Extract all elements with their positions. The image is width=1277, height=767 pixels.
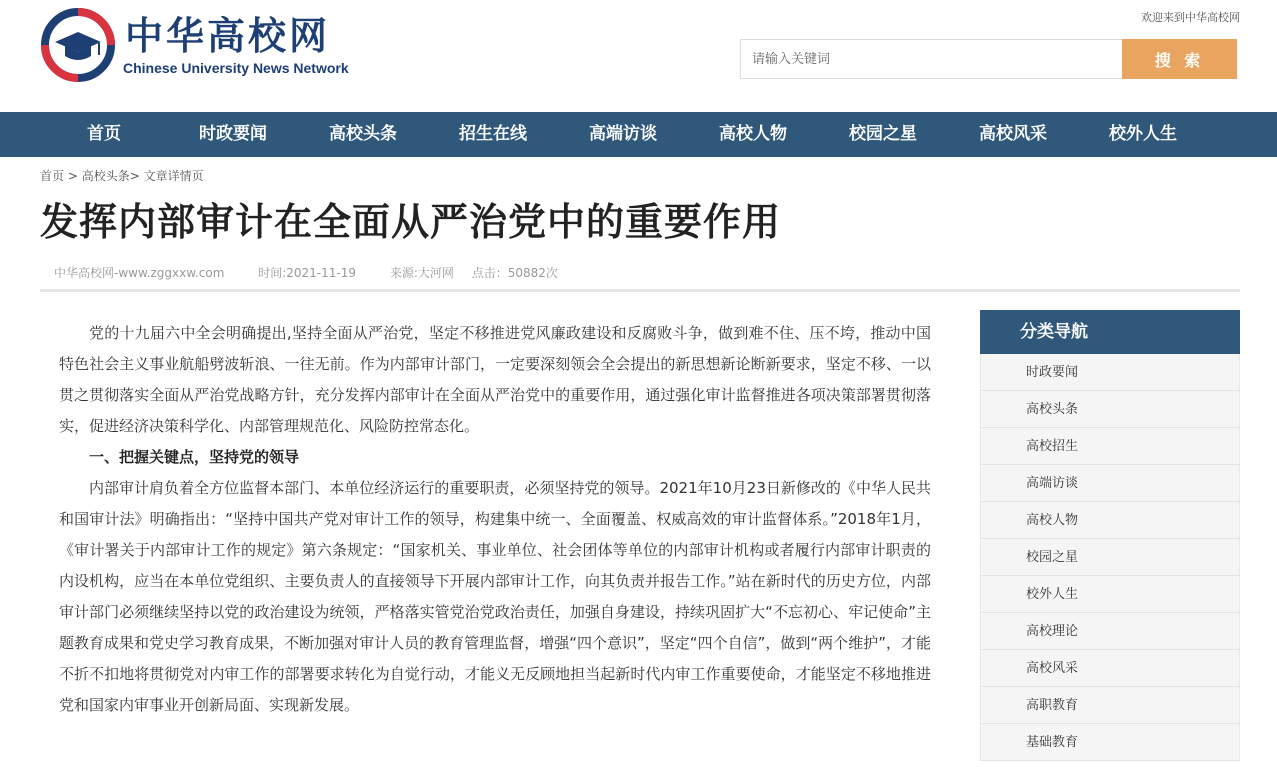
nav-item-life-outside[interactable]: 校外人生 (1109, 124, 1177, 144)
article-clicks: 点击：50882次 (471, 266, 558, 280)
breadcrumb-current: 文章详情页 (143, 169, 204, 183)
nav-item-politics[interactable]: 时政要闻 (199, 124, 267, 144)
nav-item-interviews[interactable]: 高端访谈 (589, 124, 657, 144)
breadcrumb (40, 167, 204, 184)
site-header (0, 0, 1277, 112)
article-paragraph: 党的十九届六中全会明确提出,坚持全面从严治党，坚定不移推进党风廉政建设和反腐败斗争，做到难不住、压不垮，推动中国特色社会主义事业航船劈波斩浪、一往无前。作为内部审计部门，一定要深刻领会全会提出的新思想新论断新要求，坚定不移、一以贯之贯彻落实全面从严治党战略方针，充分发挥内部审计在全面从严治党中的重要作用，通过强化审计监督推进各项决策部署贯彻落实，促进经济决策科学化、内部管理规范化、风险防控常态化。 (59, 324, 931, 435)
main-nav (0, 112, 1277, 157)
breadcrumb-home[interactable]: 首页 (40, 169, 65, 183)
article-section-heading: 一、把握关键点，坚持党的领导 (89, 448, 300, 466)
logo-chinese-name: 中华高校网 (125, 14, 331, 58)
logo-english-name: Chinese University News Network (123, 60, 349, 76)
welcome-text: 欢迎来到中华高校网 (1141, 11, 1240, 24)
nav-item-people[interactable]: 高校人物 (719, 124, 787, 144)
sidebar-item-interviews[interactable]: 高端访谈 (981, 465, 1239, 502)
title-divider (40, 289, 1240, 292)
article-site: 中华高校网-www.zggxxw.com (54, 266, 225, 280)
nav-item-admissions[interactable]: 招生在线 (459, 124, 527, 144)
sidebar-item-people[interactable]: 高校人物 (981, 502, 1239, 539)
article-meta (54, 264, 588, 281)
nav-item-home[interactable]: 首页 (87, 124, 121, 144)
sidebar-item-campus-stars[interactable]: 校园之星 (981, 539, 1239, 576)
search-input[interactable] (740, 39, 1122, 79)
article-paragraph: 内部审计肩负着全方位监督本部门、本单位经济运行的重要职责，必须坚持党的领导。2021年10月23日新修改的《中华人民共和国审计法》明确指出：“坚持中国共产党对审计工作的领导，构建集中统一、全面覆盖、权威高效的审计监督体系。”2018年1月，《审计署关于内部审计工作的规定》第六条规定：“国家机关、事业单位、社会团体等单位的内部审计机构或者履行内部审计职责的内设机构，应当在本单位党组织、主要负责人的直接领导下开展内部审计工作，向其负责并报告工作。”站在新时代的历史方位，内部审计部门必须继续坚持以党的政治建设为统领，严格落实管党治党政治责任，加强自身建设，持续巩固扩大“不忘初心、牢记使命”主题教育成果和党史学习教育成果，不断加强对审计人员的教育管理监督，增强“四个意识”，坚定“四个自信”，做到“两个维护”，才能不折不扣地将贯彻党对内审工作的部署要求转化为自觉行动，才能义无反顾地担当起新时代内审工作重要使命，才能坚定不移地推进党和国家内审事业开创新局面、实现新发展。 (59, 479, 931, 714)
breadcrumb-separator: > (129, 169, 140, 183)
article-time: 时间:2021-11-19 (258, 266, 357, 280)
article-source: 来源:大河网 (389, 266, 454, 280)
sidebar-item-life-outside[interactable]: 校外人生 (981, 576, 1239, 613)
sidebar-item-vocational[interactable]: 高职教育 (981, 687, 1239, 724)
article-body (59, 318, 931, 721)
breadcrumb-category[interactable]: 高校头条 (81, 169, 130, 183)
sidebar-list (980, 354, 1240, 761)
search-button[interactable]: 搜 索 (1122, 39, 1237, 79)
sidebar-item-politics[interactable]: 时政要闻 (981, 354, 1239, 391)
sidebar-item-admissions[interactable]: 高校招生 (981, 428, 1239, 465)
nav-item-campus-style[interactable]: 高校风采 (979, 124, 1047, 144)
site-logo[interactable] (41, 8, 361, 86)
sidebar-item-basic-education[interactable]: 基础教育 (981, 724, 1239, 761)
sidebar-title: 分类导航 (980, 310, 1240, 354)
article-title: 发挥内部审计在全面从严治党中的重要作用 (40, 200, 782, 244)
graduation-cap-logo-icon (41, 8, 115, 82)
sidebar-item-headlines[interactable]: 高校头条 (981, 391, 1239, 428)
breadcrumb-separator: > (67, 169, 78, 183)
category-sidebar (980, 310, 1240, 761)
nav-item-headlines[interactable]: 高校头条 (329, 124, 397, 144)
sidebar-item-campus-style[interactable]: 高校风采 (981, 650, 1239, 687)
nav-item-campus-stars[interactable]: 校园之星 (849, 124, 917, 144)
sidebar-item-theory[interactable]: 高校理论 (981, 613, 1239, 650)
